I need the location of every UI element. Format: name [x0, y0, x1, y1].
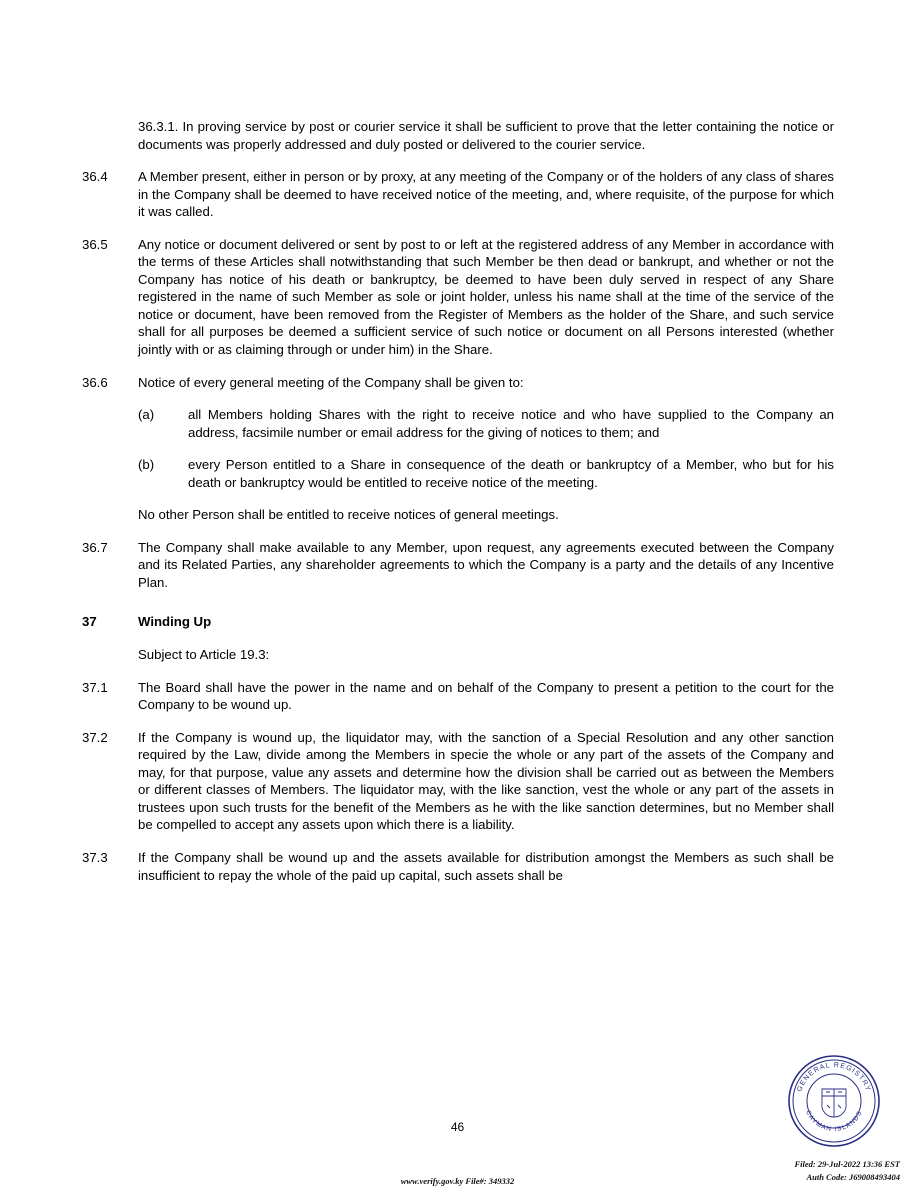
section-heading-winding-up — [82, 613, 834, 631]
sub-item-b — [82, 456, 834, 491]
section-title: Winding Up — [138, 614, 212, 630]
filed-info — [700, 1158, 900, 1184]
verify-footer: www.verify.gov.ky File#: 349332 — [400, 1176, 515, 1186]
document-body — [82, 118, 834, 899]
paragraph-37-1 — [82, 679, 834, 714]
paragraph-text: If the Company is wound up, the liquidator may, with the sanction of a Special Resolution and any other sanction required by the Law, divide among the Members in specie the whole or any part of the assets of the Company and may, for that purpose, value any assets and determine how the division shall be carried out as between the Members or different classes of Members. The liquidator may, with the like sanction, vest the whole or any part of the assets in trustees upon such trusts for the benefit of the Members as he with the like sanction determines, but no Member shall be compelled to accept any assets upon which there is a liability. — [138, 729, 834, 833]
sub-item-text: every Person entitled to a Share in consequence of the death or bankruptcy of a Member, who but for his death or bankruptcy would be entitled to receive notice of the meeting. — [188, 457, 834, 490]
sub-item-label: (a) — [138, 407, 155, 423]
closing-note: No other Person shall be entitled to receive notices of general meetings. — [138, 507, 559, 523]
paragraph-37-3 — [82, 849, 834, 884]
paragraph-text: A Member present, either in person or by proxy, at any meeting of the Company or of the holders of any class of shares in the Company shall be deemed to have received notice of the meeting, and, where requisite, of the purpose for which it was called. — [138, 169, 834, 220]
auth-code: Auth Code: J69008493404 — [806, 1172, 900, 1183]
paragraph-36-5 — [82, 236, 834, 359]
paragraph-number: 37.3 — [82, 849, 108, 865]
paragraph-text: The Company shall make available to any Member, upon request, any agreements executed between the Company and its Related Parties, any shareholder agreements to which the Company is a party and the details of any Incentive Plan. — [138, 539, 834, 590]
paragraph-text: Notice of every general meeting of the Company shall be given to: — [138, 374, 524, 390]
page-number: 46 — [450, 1120, 465, 1134]
paragraph-36-3-1 — [82, 118, 834, 153]
paragraph-36-7 — [82, 539, 834, 592]
sub-item-a — [82, 406, 834, 441]
section-number: 37 — [82, 614, 97, 630]
paragraph-number: 37.2 — [82, 729, 108, 745]
section-subject-line: Subject to Article 19.3: — [138, 647, 270, 663]
svg-text:GENERAL REGISTRY: GENERAL REGISTRY — [796, 1061, 872, 1093]
sub-item-label: (b) — [138, 457, 155, 473]
paragraph-text: Any notice or document delivered or sent by post to or left at the registered address of any Member in accordance with the terms of these Articles shall notwithstanding that such Member be then dead or bankrupt, and whether or not the Company has notice of his death or bankruptcy, be deemed to have been duly served in respect of any Share registered in the name of such Member as sole or joint holder, unless his name shall at the time of the service of the notice or document, have been removed from the Register of Members as the holder of the Share, and such service shall for all purposes be deemed a sufficient service of such notice or document on all Persons interested (whether jointly with or as claiming through or under him) in the Share. — [138, 236, 834, 358]
filed-date: Filed: 29-Jul-2022 13:36 EST — [794, 1159, 900, 1169]
paragraph-text: The Board shall have the power in the name and on behalf of the Company to present a petition to the court for the Company to be wound up. — [138, 679, 834, 713]
paragraph-text: 36.3.1. In proving service by post or courier service it shall be sufficient to prove that the letter containing the notice or documents was properly addressed and duly posted or delivered to the courier service. — [138, 119, 834, 152]
paragraph-37-2 — [82, 729, 834, 834]
paragraph-number: 36.7 — [82, 539, 108, 555]
paragraph-number: 36.6 — [82, 374, 108, 390]
paragraph-number: 36.5 — [82, 236, 108, 252]
registry-seal-icon — [786, 1053, 882, 1149]
sub-item-text: all Members holding Shares with the right to receive notice and who have supplied to the Company an address, facsimile number or email address for the giving of notices to them; and — [188, 407, 834, 440]
svg-text:CAYMAN ISLANDS: CAYMAN ISLANDS — [804, 1109, 864, 1134]
paragraph-36-4 — [82, 168, 834, 221]
paragraph-number: 37.1 — [82, 679, 108, 695]
paragraph-number: 36.4 — [82, 169, 108, 185]
paragraph-text: If the Company shall be wound up and the assets available for distribution amongst the Members as such shall be insufficient to repay the whole of the paid up capital, such assets shall be — [138, 849, 834, 883]
paragraph-36-6 — [82, 374, 834, 392]
